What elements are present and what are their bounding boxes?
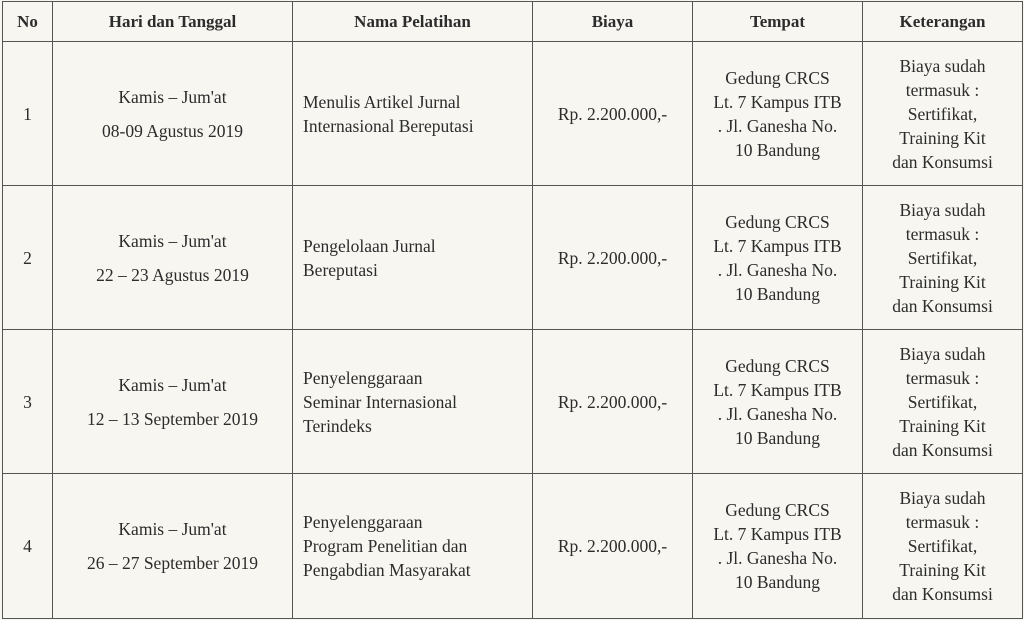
training-name-line: Program Penelitian dan [303,536,468,556]
note-line: Sertifikat, [907,103,978,124]
note-line: Biaya sudah [899,199,986,220]
note-line: dan Konsumsi [892,584,993,604]
day-range: Kamis – Jum'at [118,230,227,251]
note-line: Training Kit [899,560,986,580]
place-line: 10 Bandung [734,283,821,304]
note-line: Sertifikat, [907,391,978,412]
cell-cost: Rp. 2.200.000,- [533,42,693,186]
training-name-line: Pengabdian Masyarakat [303,560,471,580]
table-row [3,474,1023,619]
place-line: 10 Bandung [734,572,821,592]
cell-place [693,42,863,186]
place-line: Gedung CRCS [725,67,830,88]
place-line: . Jl. Ganesha No. [717,115,838,136]
cell-cost: Rp. 2.200.000,- [533,474,693,619]
header-cost: Biaya [533,2,693,42]
note-line: termasuk : [905,223,980,244]
place-line: Lt. 7 Kampus ITB [713,524,842,544]
training-name-line: Pengelolaan Jurnal [303,235,436,256]
note-line: termasuk : [905,367,980,388]
cell-cost: Rp. 2.200.000,- [533,186,693,330]
cell-training-name [293,474,533,619]
cell-no: 1 [3,42,53,186]
place-line: 10 Bandung [734,427,821,448]
date-range: 26 – 27 September 2019 [86,553,259,573]
header-no: No [3,2,53,42]
place-line: . Jl. Ganesha No. [717,548,838,568]
note-line: Biaya sudah [899,55,986,76]
place-line: Gedung CRCS [725,500,830,520]
training-name-line: Penyelenggaraan [303,512,423,532]
note-line: dan Konsumsi [892,439,993,460]
cell-training-name [293,186,533,330]
note-line: termasuk : [905,512,980,532]
cell-date [53,186,293,330]
training-name-line: Terindeks [303,415,372,436]
header-training-name: Nama Pelatihan [293,2,533,42]
note-line: Biaya sudah [899,343,986,364]
training-schedule-table [2,1,1023,619]
cell-cost: Rp. 2.200.000,- [533,330,693,474]
day-range: Kamis – Jum'at [118,374,227,395]
place-line: . Jl. Ganesha No. [717,403,838,424]
day-range: Kamis – Jum'at [118,519,227,539]
header-notes: Keterangan [863,2,1023,42]
cell-no: 4 [3,474,53,619]
cell-training-name [293,330,533,474]
cell-date [53,330,293,474]
place-line: . Jl. Ganesha No. [717,259,838,280]
day-range: Kamis – Jum'at [118,86,227,107]
cell-no: 2 [3,186,53,330]
cell-place [693,330,863,474]
training-name-line: Seminar Internasional [303,391,458,412]
date-range: 08-09 Agustus 2019 [102,120,243,141]
note-line: Sertifikat, [907,536,978,556]
note-line: dan Konsumsi [892,151,993,172]
training-name-line: Menulis Artikel Jurnal [303,91,461,112]
cell-date [53,42,293,186]
note-line: Training Kit [899,415,986,436]
header-row [3,2,1023,42]
cell-place [693,186,863,330]
note-line: Biaya sudah [899,488,986,508]
place-line: Gedung CRCS [725,355,830,376]
header-place: Tempat [693,2,863,42]
note-line: termasuk : [905,79,980,100]
date-range: 22 – 23 Agustus 2019 [96,264,249,285]
table-row [3,186,1023,330]
place-line: 10 Bandung [734,139,821,160]
cell-place [693,474,863,619]
cell-notes [863,42,1023,186]
cell-date [53,474,293,619]
note-line: Sertifikat, [907,247,978,268]
header-date: Hari dan Tanggal [53,2,293,42]
table-row [3,330,1023,474]
cell-notes [863,474,1023,619]
note-line: Training Kit [899,271,986,292]
table-row [3,42,1023,186]
cell-notes [863,186,1023,330]
cell-notes [863,330,1023,474]
place-line: Lt. 7 Kampus ITB [713,235,842,256]
place-line: Gedung CRCS [725,211,830,232]
note-line: dan Konsumsi [892,295,993,316]
place-line: Lt. 7 Kampus ITB [713,379,842,400]
note-line: Training Kit [899,127,986,148]
date-range: 12 – 13 September 2019 [86,408,259,429]
training-name-line: Bereputasi [303,259,378,280]
place-line: Lt. 7 Kampus ITB [713,91,842,112]
training-name-line: Penyelenggaraan [303,367,423,388]
cell-no: 3 [3,330,53,474]
cell-training-name [293,42,533,186]
training-name-line: Internasional Bereputasi [303,115,474,136]
